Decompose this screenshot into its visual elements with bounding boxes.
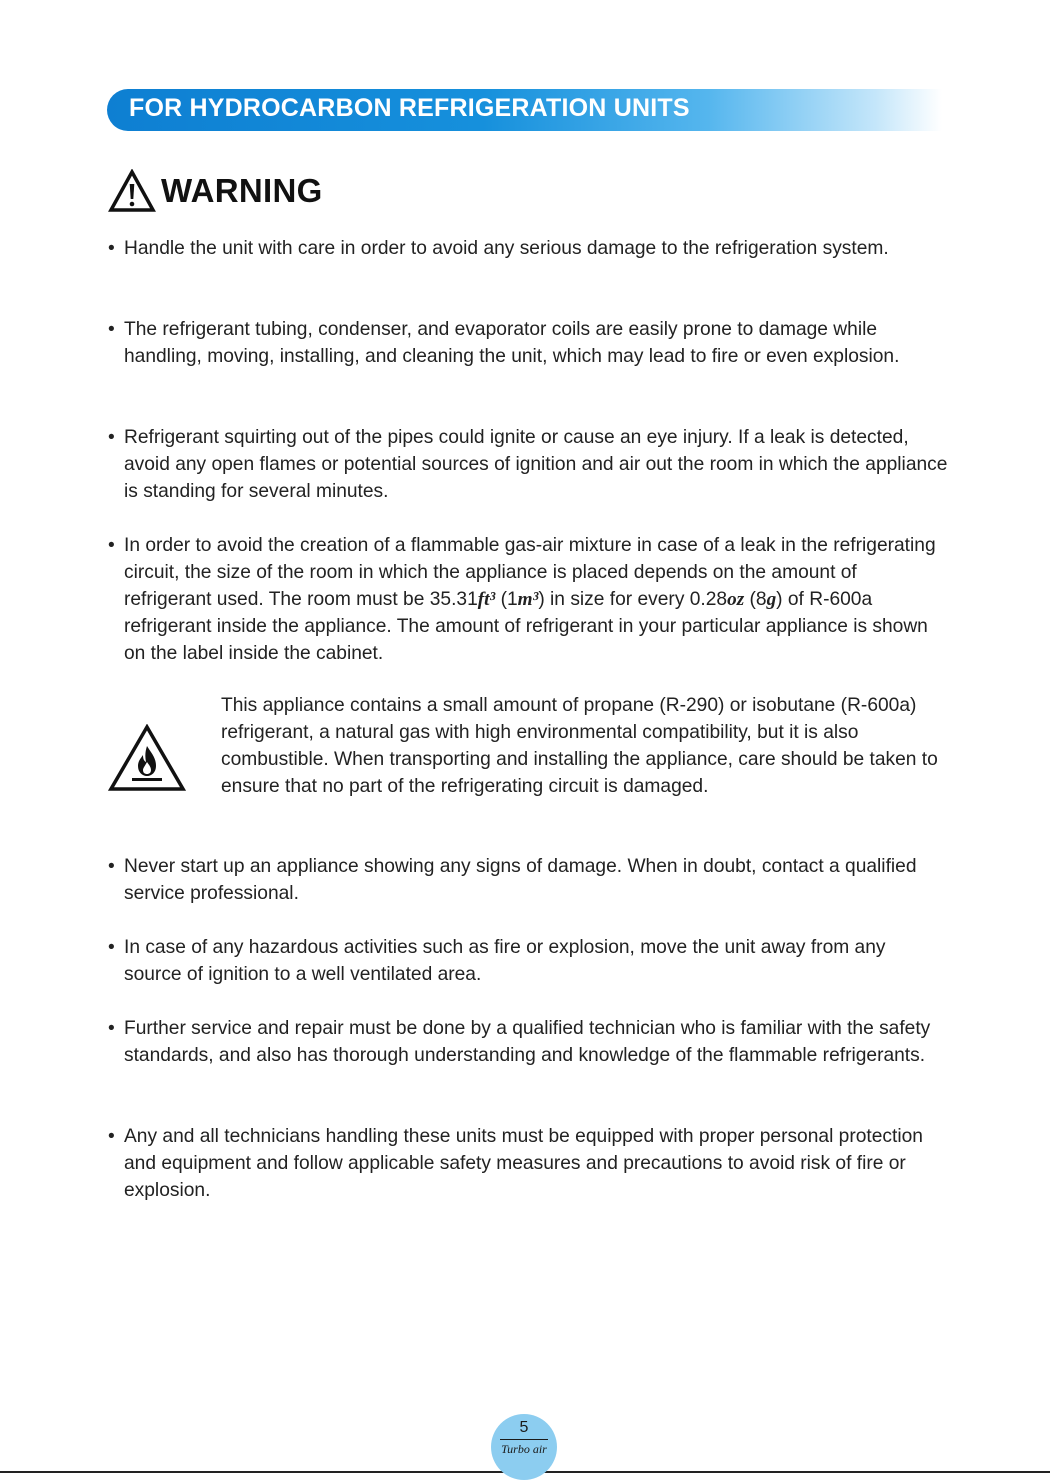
bullet-dot: • — [108, 238, 115, 259]
bullet-text: The refrigerant tubing, condenser, and evaporator coils are easily prone to damage while handling, moving, installing, and cleaning the unit, which may lead to fire or even explosion. — [124, 319, 900, 367]
bullet-text: Never start up an appliance showing any signs of damage. When in doubt, contact a qualified service professional. — [124, 856, 917, 904]
unit-ft3: ft³ — [477, 589, 496, 610]
warning-triangle-icon — [108, 169, 156, 213]
flammable-note — [108, 692, 948, 826]
bullet-item — [108, 316, 948, 370]
bullet-item — [108, 235, 948, 262]
warning-heading — [108, 168, 323, 214]
bullet-text: In case of any hazardous activities such as fire or explosion, move the unit away from any source of ignition to a well ventilated area. — [124, 937, 886, 985]
brand-logo: Turbo air — [501, 1442, 547, 1456]
bullet-dot: • — [108, 856, 115, 877]
bullet-dot: • — [108, 1018, 115, 1039]
unit-m3: m³ — [517, 589, 539, 610]
flammable-hazard-icon — [108, 724, 186, 792]
page-badge-divider — [500, 1439, 548, 1440]
bullet-item — [108, 424, 948, 505]
page-number: 5 — [519, 1419, 529, 1436]
bullet-item — [108, 853, 948, 907]
bullet-dot: • — [108, 319, 115, 340]
section-title: FOR HYDROCARBON REFRIGERATION UNITS — [129, 94, 690, 122]
unit-oz: oz — [727, 589, 745, 610]
bullet-text: Any and all technicians handling these units must be equipped with proper personal protection and equipment and follow applicable safety measures and precautions to avoid risk of fire or explosion. — [124, 1126, 923, 1201]
bullet-item — [108, 1015, 948, 1069]
bullet-item — [108, 1123, 948, 1204]
page-number-badge — [491, 1414, 557, 1480]
bullet-text: In order to avoid the creation of a flammable gas-air mixture in case of a leak in the refrigerating circuit, the size of the room in which the appliance is placed depends on the amount of refrigerant used. The room must be 35.31ft³ (1m³) in size for every 0.28oz (8g) of R-600a refrigerant inside the appliance. The amount of refrigerant in your particular appliance is shown on the label inside the cabinet. — [124, 535, 936, 664]
bullet-item — [108, 532, 948, 667]
bullet-dot: • — [108, 535, 115, 556]
bullet-item — [108, 934, 948, 988]
flammable-note-text: This appliance contains a small amount of propane (R-290) or isobutane (R-600a) refrigerant, a natural gas with high environmental compatibility, but it is also combustible. When transporting and installing the appliance, care should be taken to ensure that no part of the refrigerating circuit is damaged. — [221, 695, 938, 797]
bullet-dot: • — [108, 1126, 115, 1147]
unit-g: g — [766, 589, 777, 610]
warning-label: WARNING — [161, 172, 323, 209]
bullet-text: Refrigerant squirting out of the pipes could ignite or cause an eye injury. If a leak is detected, avoid any open flames or potential sources of ignition and air out the room in which the appliance is standing for several minutes. — [124, 427, 948, 502]
bullet-dot: • — [108, 427, 115, 448]
section-title-banner — [107, 89, 942, 131]
bullet-text: Handle the unit with care in order to avoid any serious damage to the refrigeration system. — [124, 238, 889, 259]
bullet-text: Further service and repair must be done by a qualified technician who is familiar with the safety standards, and also has thorough understanding and knowledge of the flammable refrigerants. — [124, 1018, 931, 1066]
bullet-dot: • — [108, 937, 115, 958]
